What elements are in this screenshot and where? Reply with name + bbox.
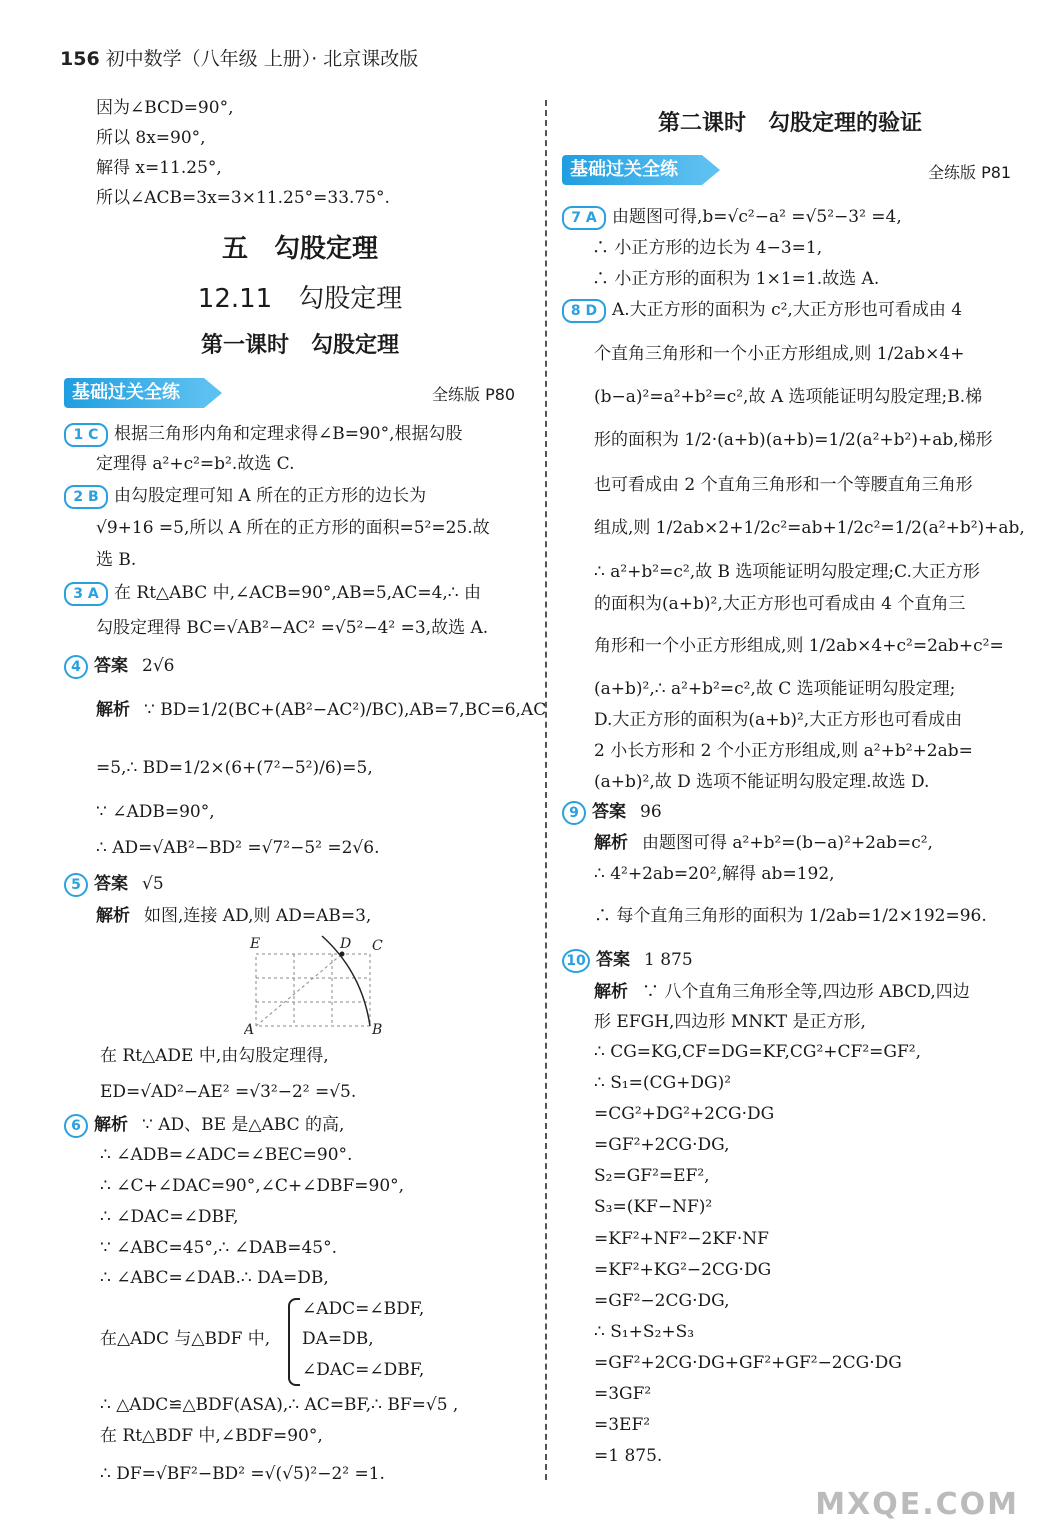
solution-line: S₂=GF²=EF², [594,1166,710,1186]
solution-line: =KF²+KG²−2CG·DG [594,1260,772,1280]
question-number: 7 A [562,206,606,230]
solution-line: ∴ S₁+S₂+S₃ [594,1322,695,1342]
system-line: ∠DAC=∠DBF, [302,1360,425,1380]
solution-text: ∵ 八个直角三角形全等,四边形 ABCD,四边 [642,982,970,1002]
question-text: ∴ 小正方形的边长为 4−3=1, [592,238,823,258]
question-text: ∴ 小正方形的面积为 1×1=1.故选 A. [592,269,880,289]
solution-line: ∴ ∠ABC=∠DAB.∴ DA=DB, [100,1268,329,1288]
solution-text: ∵ BD=1/2(BC+(AB²−AC²)/BC),AB=7,BC=6,AC [144,700,547,720]
lesson-title-2: 第二课时 勾股定理的验证 [657,111,922,136]
question-text: 也可看成由 2 个直角三角形和一个等腰直角三角形 [594,475,973,495]
solution-line: =1 875. [594,1446,663,1466]
solution-line: ED=√AD²−AE² =√3²−2² =√5. [100,1082,357,1102]
solution-line: 形 EFGH,四边形 MNKT 是正方形, [594,1012,866,1032]
chapter-title: 五 勾股定理 [221,234,378,264]
solution-line: ∴ S₁=(CG+DG)² [594,1073,732,1093]
solution-line: ∴ CG=KG,CF=DG=KF,CG²+CF²=GF², [594,1042,921,1062]
question-text: 选 B. [96,550,137,570]
question-text: 2 小长方形和 2 个小正方形组成,则 a²+b²+2ab= [594,741,973,761]
section-title: 12.11 勾股定理 [197,284,403,314]
page-ref-2: 全练版 P81 [928,163,1012,182]
brace [288,1298,300,1386]
question-text: (a+b)²,故 D 选项不能证明勾股定理.故选 D. [594,772,930,792]
section-banner: 基础过关全练 [64,378,204,408]
question-text: 勾股定理得 BC=√AB²−AC² =√5²−4² =3,故选 A. [96,618,489,638]
question-text: (b−a)²=a²+b²=c²,故 A 选项能证明勾股定理;B.梯 [594,387,983,407]
question-text: 根据三角形内角和定理求得∠B=90°,根据勾股 [114,424,463,444]
solution-line: ∴ ∠ADB=∠ADC=∠BEC=90°. [100,1145,353,1165]
solution-line: ∴ 每个直角三角形的面积为 1/2ab=1/2×192=96. [594,906,987,926]
question-text: 形的面积为 1/2·(a+b)(a+b)=1/2(a²+b²)+ab,梯形 [594,430,993,450]
figure-arc-diagram [244,932,394,1038]
solution-line: ∴ 4²+2ab=20²,解得 ab=192, [594,864,835,884]
question-number: 1 C [64,423,108,447]
watermark: MXQE.COM [815,1487,1019,1522]
question-4 [64,654,174,679]
solution-line [594,980,970,1004]
solution-line: =3EF² [594,1415,651,1435]
question-text: (a+b)²,∴ a²+b²=c²,故 C 选项能证明勾股定理; [594,679,956,699]
question-2 [64,484,426,509]
solution-line: ∴ AD=√AB²−BD² =√7²−5² =2√6. [96,838,380,858]
answer-label: 答案 [596,950,630,970]
question-text: 由勾股定理可知 A 所在的正方形的边长为 [114,486,427,506]
question-text: 的面积为(a+b)²,大正方形也可看成由 4 个直角三 [594,594,966,614]
question-number: 2 B [64,485,108,509]
solution-line: =KF²+NF²−2KF·NF [594,1229,769,1249]
question-8 [562,298,962,323]
solution-line: =GF²+2CG·DG, [594,1135,730,1155]
solution-line: 在 Rt△ADE 中,由勾股定理得, [100,1046,329,1066]
page-ref: 全练版 P80 [432,385,516,404]
question-number: 4 [64,655,88,679]
solution-label: 解析 [594,833,628,853]
question-3 [64,581,481,606]
page-number: 156 [60,48,100,70]
solution-line: ∴ DF=√BF²−BD² =√(√5)²−2² =1. [100,1464,385,1484]
question-number: 10 [562,949,590,973]
fig-label: C [372,938,383,954]
question-6 [64,1113,344,1138]
question-1 [64,422,463,447]
solution-line [594,831,933,855]
question-number: 9 [562,801,586,825]
fig-label: D [340,936,352,952]
solution-line: ∵ ∠ABC=45°,∴ ∠DAB=45°. [100,1238,337,1258]
solution-line: =5,∴ BD=1/2×(6+(7²−5²)/6)=5, [96,758,373,778]
page-header [60,44,418,71]
solution-line: =3GF² [594,1384,652,1404]
solution-line: 在 Rt△BDF 中,∠BDF=90°, [100,1426,323,1446]
fig-label: E [250,936,261,952]
question-text: 角形和一个小正方形组成,则 1/2ab×4+c²=2ab+c²= [594,636,1004,656]
column-divider [545,100,547,1480]
system-line: DA=DB, [302,1329,374,1349]
intro-line: 所以 8x=90°, [96,128,206,148]
question-5 [64,872,164,897]
question-text: A.大正方形的面积为 c²,大正方形也可看成由 4 [612,300,963,320]
question-number: 6 [64,1114,88,1138]
solution-line: ∴ △ADC≌△BDF(ASA),∴ AC=BF,∴ BF=√5 , [100,1395,459,1415]
solution-label: 解析 [94,1115,128,1135]
fig-label: B [372,1022,383,1038]
question-number: 3 A [64,582,108,606]
section-banner-2: 基础过关全练 [562,155,702,185]
intro-line: 所以∠ACB=3x=3×11.25°=33.75°. [96,188,390,208]
question-10 [562,948,693,973]
intro-line: 解得 x=11.25°, [96,158,222,178]
answer-label: 答案 [592,802,626,822]
solution-text: ∵ AD、BE 是△ABC 的高, [142,1115,345,1135]
solution-label: 解析 [96,906,130,926]
answer-value: 2√6 [142,656,175,676]
solution-line: ∵ ∠ADB=90°, [96,802,215,822]
solution-text: 如图,连接 AD,则 AD=AB=3, [144,906,372,926]
question-text: 组成,则 1/2ab×2+1/2c²=ab+1/2c²=1/2(a²+b²)+ab, [594,518,1025,538]
question-text: 由题图可得,b=√c²−a² =√5²−3² =4, [612,207,902,227]
question-number: 5 [64,873,88,897]
solution-line: =GF²−2CG·DG, [594,1291,730,1311]
question-7 [562,205,902,230]
question-text: 在 Rt△ABC 中,∠ACB=90°,AB=5,AC=4,∴ 由 [114,583,482,603]
answer-value: 1 875 [644,950,693,970]
question-9 [562,800,662,825]
system-line: ∠ADC=∠BDF, [302,1299,425,1319]
solution-line: ∴ ∠C+∠DAC=90°,∠C+∠DBF=90°, [100,1176,405,1196]
answer-value: 96 [640,802,662,822]
solution-text: 由题图可得 a²+b²=(b−a)²+2ab=c², [642,833,933,853]
solution-line: S₃=(KF−NF)² [594,1197,713,1217]
lesson-title: 第一课时 勾股定理 [200,333,399,358]
solution-line [96,698,546,722]
solution-line: ∴ ∠DAC=∠DBF, [100,1207,239,1227]
answer-value: √5 [142,874,164,894]
solution-line: =CG²+DG²+2CG·DG [594,1104,775,1124]
question-text: D.大正方形的面积为(a+b)²,大正方形也可看成由 [594,710,963,730]
question-text: √9+16 =5,所以 A 所在的正方形的面积=5²=25.故 [96,518,490,538]
solution-label: 解析 [96,700,130,720]
question-text: ∴ a²+b²=c²,故 B 选项能证明勾股定理;C.大正方形 [594,562,980,582]
answer-label: 答案 [94,656,128,676]
fig-label: A [244,1022,255,1038]
solution-line [96,904,371,928]
solution-label: 解析 [594,982,628,1002]
book-title: 初中数学（八年级 上册）· 北京课改版 [105,48,419,70]
question-text: 个直角三角形和一个小正方形组成,则 1/2ab×4+ [594,344,965,364]
question-text: 定理得 a²+c²=b².故选 C. [96,454,295,474]
intro-line: 因为∠BCD=90°, [96,98,234,118]
solution-line: =GF²+2CG·DG+GF²+GF²−2CG·DG [594,1353,902,1373]
answer-label: 答案 [94,874,128,894]
solution-line: 在△ADC 与△BDF 中, [100,1329,271,1349]
question-number: 8 D [562,299,606,323]
